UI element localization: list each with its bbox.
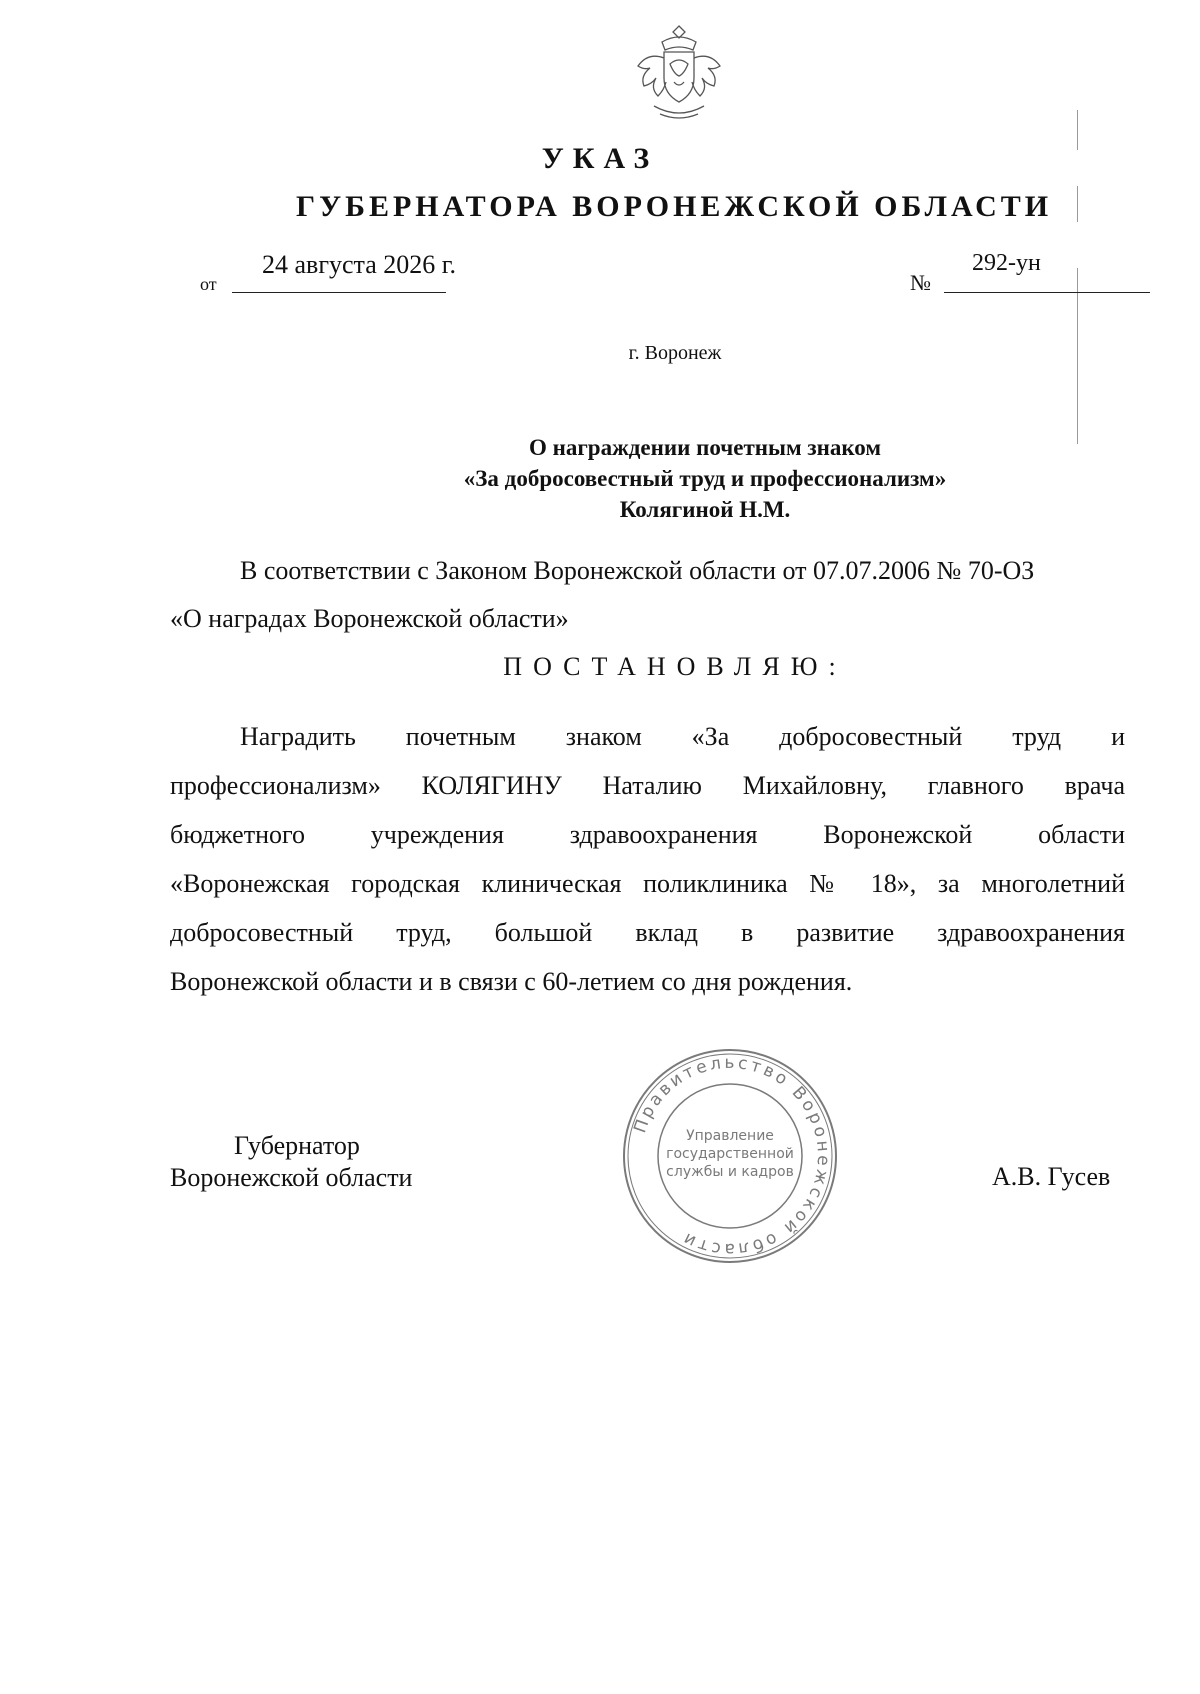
- document-type-title: УКАЗ: [541, 142, 659, 175]
- number-prefix: №: [910, 270, 931, 295]
- decree-date: 24 августа 2026 г.: [262, 250, 456, 279]
- number-underline: [944, 292, 1150, 293]
- position-line: Воронежской области: [170, 1163, 413, 1192]
- stamp-ring-text: Правительство Воронежской области: [630, 1052, 834, 1260]
- date-underline: [232, 292, 446, 293]
- legal-basis-line: «О наградах Воронежской области»: [170, 604, 569, 633]
- stamp-inner-line: службы и кадров: [666, 1164, 794, 1180]
- scan-margin-line: [1077, 110, 1078, 150]
- body-line: Воронежской области и в связи с 60-летием со дня рождения.: [170, 967, 853, 996]
- decree-body: [170, 720, 1125, 1014]
- decree-number: 292-ун: [972, 250, 1041, 276]
- official-stamp: [620, 1046, 840, 1266]
- date-prefix: от: [200, 274, 217, 294]
- subject-line: Колягиной Н.М.: [619, 497, 791, 522]
- decree-word: ПОСТАНОВЛЯЮ:: [503, 652, 847, 681]
- signatory-name: А.В. Гусев: [992, 1162, 1111, 1191]
- body-line: добросовестный труд, большой вклад в развитие здравоохранения: [170, 918, 1125, 947]
- scan-margin-line: [1077, 186, 1078, 222]
- body-line: бюджетного учреждения здравоохранения Воронежской области: [170, 820, 1125, 849]
- position-line: Губернатор: [234, 1131, 360, 1160]
- subject-line: О награждении почетным знаком: [528, 435, 882, 460]
- issuer-title: ГУБЕРНАТОРА ВОРОНЕЖСКОЙ ОБЛАСТИ: [296, 190, 1053, 223]
- body-line: профессионализм» КОЛЯГИНУ Наталию Михайловну, главного врача: [170, 771, 1125, 800]
- subject-line: «За добросовестный труд и профессионализм»: [463, 466, 947, 491]
- city: г. Воронеж: [628, 342, 722, 364]
- signatory-position: [170, 1130, 412, 1194]
- decree-subject: [200, 432, 1200, 525]
- body-line: Наградить почетным знаком «За добросовестный труд и: [240, 722, 1125, 751]
- stamp-inner-line: Управление: [686, 1128, 774, 1144]
- legal-basis-line: В соответствии с Законом Воронежской области от 07.07.2006 № 70-ОЗ: [240, 556, 1035, 585]
- stamp-inner-line: государственной: [666, 1146, 794, 1162]
- coat-of-arms-icon: [624, 22, 734, 126]
- body-line: «Воронежская городская клиническая поликлиника № 18», за многолетний: [170, 869, 1125, 898]
